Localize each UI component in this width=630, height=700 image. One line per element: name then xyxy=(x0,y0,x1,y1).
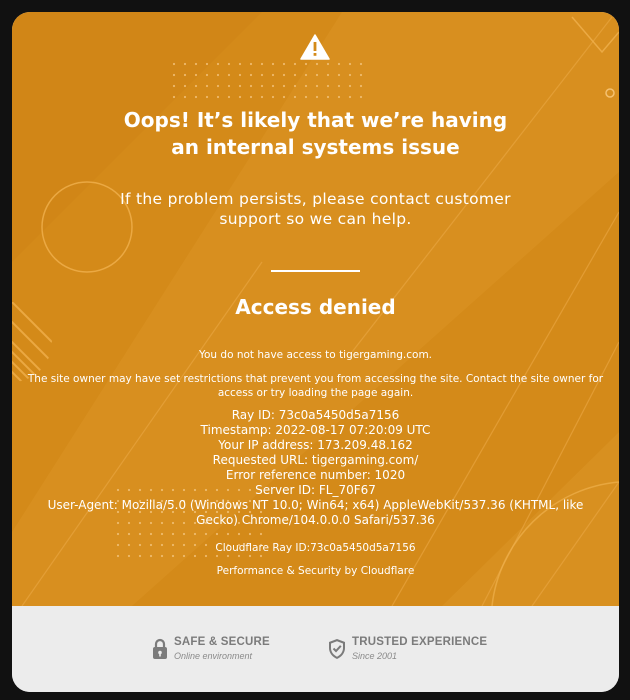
decor-dot xyxy=(349,63,351,65)
decor-dot xyxy=(249,533,251,535)
trusted-title: TRUSTED EXPERIENCE xyxy=(352,636,488,648)
decor-dot xyxy=(327,63,329,65)
decor-dot xyxy=(205,555,207,557)
decor-dot xyxy=(184,85,186,87)
decor-dot xyxy=(150,555,152,557)
decor-dot xyxy=(338,74,340,76)
decor-dot xyxy=(217,96,219,98)
error-reference: Error reference number: 1020 xyxy=(225,468,406,482)
decor-dot xyxy=(272,74,274,76)
decor-dot xyxy=(195,63,197,65)
decor-dot xyxy=(205,533,207,535)
access-denied-title: Access denied xyxy=(235,295,396,319)
decor-dot xyxy=(360,74,362,76)
decor-dot xyxy=(338,96,340,98)
decor-dot xyxy=(261,85,263,87)
user-agent: User-Agent: Mozilla/5.0 (Windows NT 10.0; Win64; x64) AppleWebKit/537.36 (KHTML, like Gecko) Chrome/104.0.0.0 Safari/537.36 xyxy=(47,498,584,527)
safe-title: SAFE & SECURE xyxy=(174,636,270,648)
safe-secure-badge xyxy=(152,636,302,666)
decor-dot xyxy=(238,555,240,557)
performance-security-text: Performance & Security by Cloudflare xyxy=(216,565,415,577)
ray-id: Ray ID: 73c0a5450d5a7156 xyxy=(231,408,400,422)
decor-dot xyxy=(349,74,351,76)
decor-dot xyxy=(206,74,208,76)
warning-triangle-icon xyxy=(300,34,330,60)
decor-dot xyxy=(217,63,219,65)
decor-dot xyxy=(194,533,196,535)
error-panel xyxy=(12,12,619,606)
decor-dot xyxy=(239,63,241,65)
no-access-message: You do not have access to tigergaming.com. xyxy=(198,349,433,361)
decor-dot xyxy=(261,96,263,98)
decor-dot xyxy=(338,63,340,65)
decor-dot xyxy=(183,555,185,557)
shield-check-icon xyxy=(328,638,346,660)
decor-dot xyxy=(172,533,174,535)
ip-address: Your IP address: 173.209.48.162 xyxy=(218,438,413,452)
timestamp: Timestamp: 2022-08-17 07:20:09 UTC xyxy=(200,423,431,437)
decor-dot xyxy=(184,63,186,65)
decor-dot xyxy=(272,96,274,98)
decor-dot xyxy=(305,96,307,98)
decor-dot xyxy=(117,555,119,557)
decor-dot xyxy=(294,96,296,98)
decor-dot xyxy=(283,96,285,98)
decor-dot xyxy=(249,555,251,557)
decor-dot xyxy=(261,63,263,65)
decor-dot xyxy=(272,85,274,87)
decor-dot xyxy=(173,74,175,76)
decor-dot xyxy=(228,63,230,65)
decor-dot xyxy=(161,533,163,535)
decor-dot xyxy=(173,96,175,98)
decor-dot xyxy=(228,96,230,98)
decor-dot xyxy=(283,74,285,76)
decor-dot xyxy=(250,74,252,76)
decor-dot xyxy=(250,63,252,65)
decor-dot xyxy=(349,96,351,98)
decor-dot xyxy=(305,85,307,87)
error-card xyxy=(12,12,619,692)
decor-dot xyxy=(239,85,241,87)
footer xyxy=(12,606,619,692)
decor-dot xyxy=(338,85,340,87)
decor-dot xyxy=(261,74,263,76)
decor-dot xyxy=(227,555,229,557)
decor-dot xyxy=(305,63,307,65)
safe-subtitle: Online environment xyxy=(174,651,253,661)
decor-dot xyxy=(283,85,285,87)
decor-dot xyxy=(217,74,219,76)
error-headline: Oops! It’s likely that we’re having an internal systems issue xyxy=(123,108,508,159)
decor-dot xyxy=(172,555,174,557)
error-subline: If the problem persists, please contact customer support so we can help. xyxy=(120,190,511,228)
decor-dot xyxy=(294,85,296,87)
decor-dot xyxy=(206,85,208,87)
decor-dot xyxy=(227,533,229,535)
decor-dot xyxy=(260,533,262,535)
decor-dot xyxy=(117,533,119,535)
decor-dot xyxy=(260,555,262,557)
decor-dot xyxy=(184,96,186,98)
decor-dot xyxy=(360,63,362,65)
decor-dot xyxy=(206,96,208,98)
decor-dot xyxy=(161,555,163,557)
trusted-experience-badge xyxy=(328,636,498,666)
decor-dot xyxy=(139,533,141,535)
decor-dot xyxy=(238,533,240,535)
decor-dot xyxy=(128,533,130,535)
decor-dot xyxy=(239,96,241,98)
decor-dot xyxy=(195,74,197,76)
decor-dot xyxy=(294,63,296,65)
decor-dot xyxy=(294,74,296,76)
decor-dot xyxy=(239,74,241,76)
decor-dot xyxy=(216,555,218,557)
decor-dot xyxy=(316,74,318,76)
server-id: Server ID: FL_70F67 xyxy=(255,483,376,497)
decor-dot xyxy=(349,85,351,87)
decor-dot xyxy=(173,85,175,87)
decor-dot xyxy=(327,74,329,76)
decor-dot xyxy=(272,63,274,65)
trusted-subtitle: Since 2001 xyxy=(352,651,398,661)
decor-dot xyxy=(183,533,185,535)
owner-restriction-message: The site owner may have set restrictions that prevent you from accessing the site. Contact the site owner for access or try loading the page again. xyxy=(27,373,604,399)
decor-dot xyxy=(228,74,230,76)
decor-dot xyxy=(128,555,130,557)
decor-dot xyxy=(360,96,362,98)
decor-dot xyxy=(316,96,318,98)
decor-dot xyxy=(327,96,329,98)
decor-dot xyxy=(216,533,218,535)
decor-dot xyxy=(139,555,141,557)
error-details xyxy=(32,408,599,528)
decor-dot xyxy=(305,74,307,76)
decor-dot xyxy=(283,63,285,65)
decor-dot xyxy=(150,533,152,535)
divider xyxy=(271,270,360,272)
decor-dot xyxy=(173,63,175,65)
decor-dot xyxy=(316,63,318,65)
cloudflare-ray-id: Cloudflare Ray ID:73c0a5450d5a7156 xyxy=(215,542,416,554)
decor-dot xyxy=(228,85,230,87)
decor-dot xyxy=(206,63,208,65)
decor-dot xyxy=(360,85,362,87)
decor-dot xyxy=(316,85,318,87)
lock-icon xyxy=(152,638,168,660)
decor-dot xyxy=(250,96,252,98)
decor-dot xyxy=(195,96,197,98)
decor-dot xyxy=(217,85,219,87)
decor-dot xyxy=(184,74,186,76)
decor-dot xyxy=(250,85,252,87)
decor-dot xyxy=(195,85,197,87)
requested-url: Requested URL: tigergaming.com/ xyxy=(212,453,419,467)
decor-dot xyxy=(194,555,196,557)
decor-dot xyxy=(327,85,329,87)
